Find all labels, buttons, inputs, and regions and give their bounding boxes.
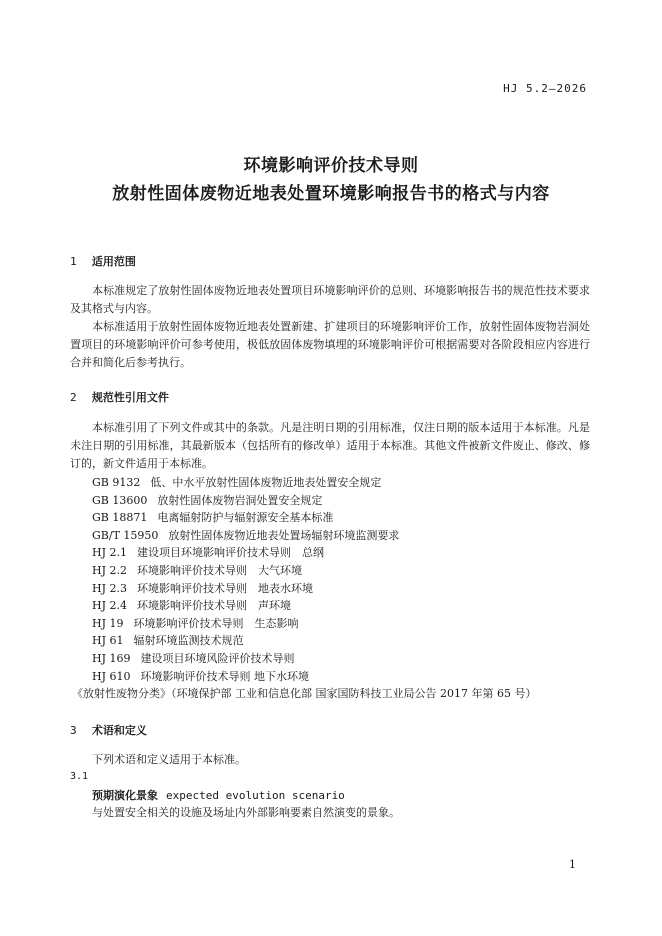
section-number: 3 [70, 724, 77, 737]
reference-title: 放射性固体废物近地表处置场辐射环境监测要求 [168, 528, 400, 542]
reference-code: HJ 2.4 [92, 599, 127, 613]
reference-item [72, 685, 592, 703]
reference-code: HJ 2.3 [92, 581, 127, 595]
reference-title: 环境影响评价技术导则 生态影响 [133, 616, 299, 630]
normative-reference-list [72, 474, 592, 703]
reference-code: GB 13600 [92, 493, 148, 507]
term-number: 3.1 [70, 771, 89, 782]
reference-code: GB 18871 [92, 511, 148, 525]
standard-code: HJ 5.2—2026 [503, 82, 587, 95]
term-name-en: expected evolution scenario [166, 789, 345, 802]
reference-code: HJ 61 [92, 634, 124, 648]
reference-title: 环境影响评价技术导则 地表水环境 [137, 581, 313, 595]
section-number: 2 [70, 391, 77, 404]
term-heading [92, 787, 345, 803]
reference-title: 环境影响评价技术导则 声环境 [137, 599, 291, 613]
term-name-zh: 预期演化景象 [92, 789, 158, 802]
reference-item [92, 668, 592, 686]
section-title: 术语和定义 [91, 724, 147, 737]
reference-item [92, 527, 592, 545]
paragraph: 本标准引用了下列文件或其中的条款。凡是注明日期的引用标准，仅注日期的版本适用于本标准。凡是未注日期的引用标准，其最新版本（包括所有的修改单）适用于本标准。其他文件被新文件废止、修改、修订的，新文件适用于本标准。 [70, 421, 590, 470]
reference-item [92, 509, 592, 527]
reference-code: GB/T 15950 [92, 528, 159, 542]
section-1-heading [70, 253, 136, 269]
reference-code: HJ 169 [92, 651, 131, 665]
term-definition: 与处置安全相关的设施及场址内外部影响要素自然演变的景象。 [92, 806, 400, 819]
paragraph: 下列术语和定义适用于本标准。 [92, 753, 246, 766]
paragraph: 本标准适用于放射性固体废物近地表处置新建、扩建项目的环境影响评价工作，放射性固体废物岩洞处置项目的环境影响评价可参考使用，极低放固体废物填埋的环境影响评价可根据需要对各阶段相应内容进行合并和简化后参考执行。 [70, 320, 590, 369]
reference-code: HJ 2.1 [92, 546, 127, 560]
reference-title: 辐射环境监测技术规范 [133, 634, 244, 648]
reference-item [92, 492, 592, 510]
reference-item [92, 474, 592, 492]
reference-item [92, 615, 592, 633]
section-title: 适用范围 [91, 255, 136, 268]
document-title-line1: 环境影响评价技术导则 [243, 156, 419, 176]
paragraph: 本标准规定了放射性固体废物近地表处置项目环境影响评价的总则、环境影响报告书的规范性技术要求及其格式与内容。 [70, 284, 590, 315]
page-number: 1 [569, 858, 576, 871]
section-2-heading [70, 389, 169, 405]
reference-title: 放射性固体废物岩洞处置安全规定 [157, 493, 323, 507]
reference-title: 建设项目环境影响评价技术导则 总纲 [137, 546, 324, 560]
reference-item [92, 580, 592, 598]
reference-item [92, 650, 592, 668]
reference-item [92, 544, 592, 562]
reference-item [92, 562, 592, 580]
reference-item [92, 597, 592, 615]
reference-title: 《放射性废物分类》（环境保护部 工业和信息化部 国家国防科技工业局公告 2017 年第 65 号） [72, 687, 537, 701]
reference-title: 建设项目环境风险评价技术导则 [140, 651, 295, 665]
reference-title: 环境影响评价技术导则 地下水环境 [140, 669, 309, 683]
reference-code: GB 9132 [92, 476, 141, 489]
reference-title: 环境影响评价技术导则 大气环境 [137, 563, 302, 577]
section-3-heading [70, 722, 147, 738]
document-title-line2: 放射性固体废物近地表处置环境影响报告书的格式与内容 [112, 184, 550, 204]
reference-code: HJ 2.2 [92, 563, 127, 577]
reference-title: 低、中水平放射性固体废物近地表处置安全规定 [150, 476, 382, 489]
section-title: 规范性引用文件 [91, 391, 169, 404]
reference-code: HJ 610 [92, 669, 131, 683]
reference-code: HJ 19 [92, 616, 124, 630]
reference-item [92, 632, 592, 650]
section-number: 1 [70, 255, 77, 268]
reference-title: 电离辐射防护与辐射源安全基本标准 [157, 511, 334, 525]
